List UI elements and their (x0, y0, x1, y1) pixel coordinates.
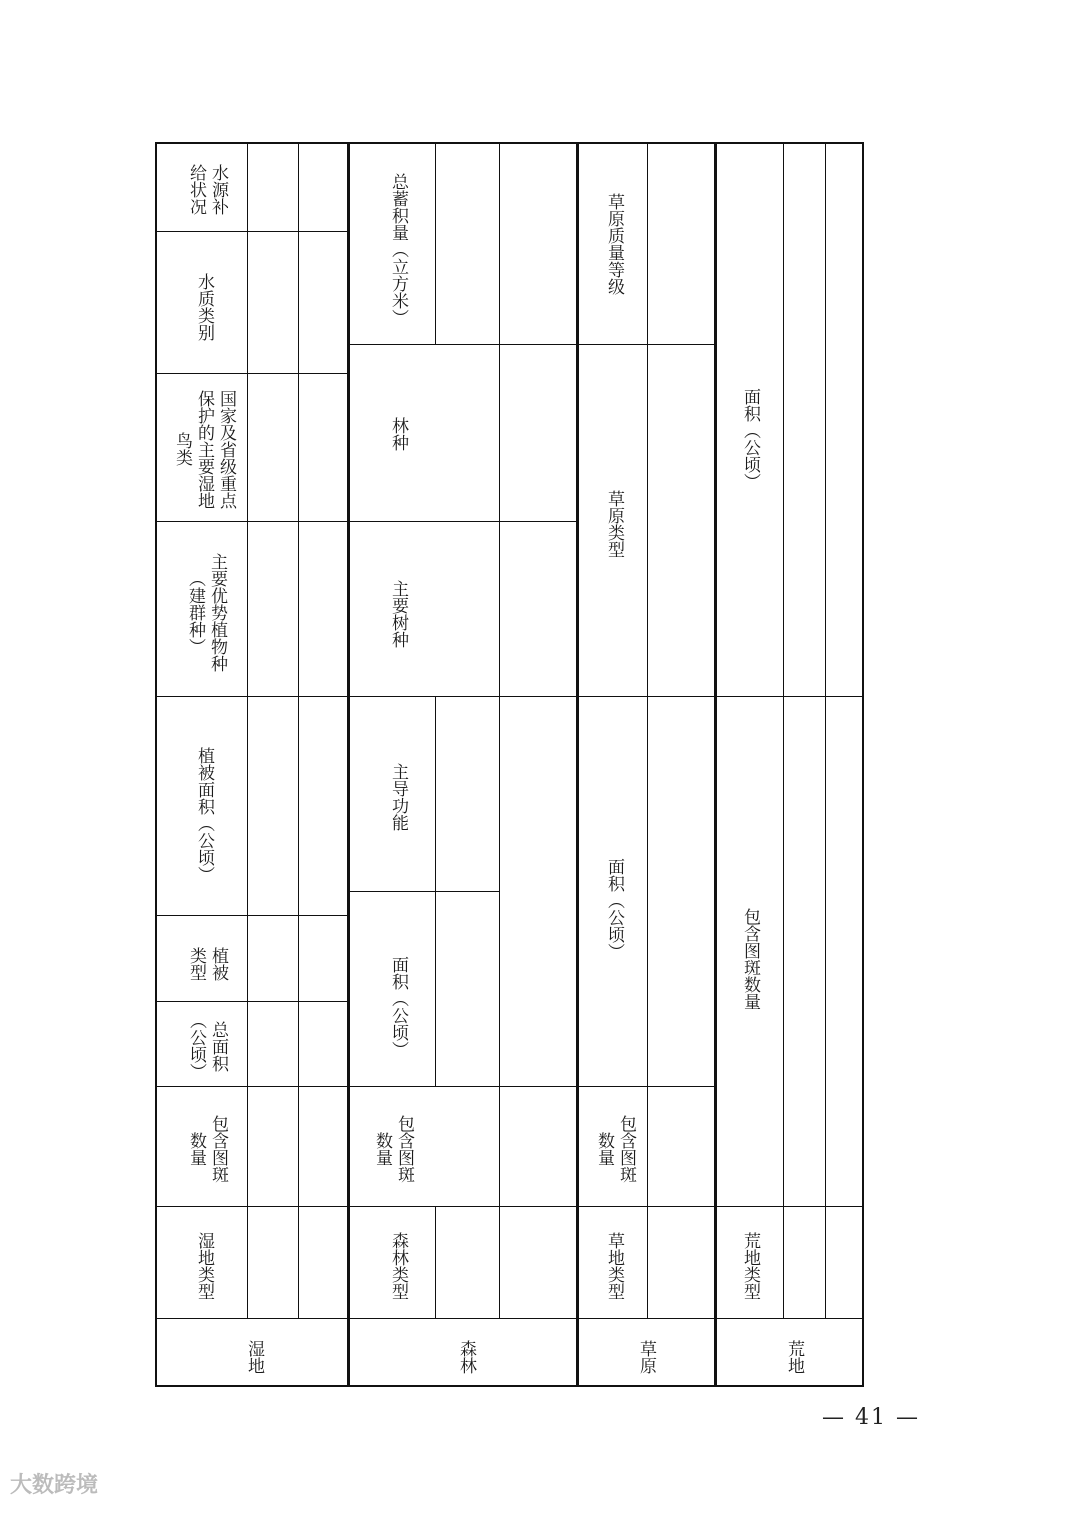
wetland-birds-header: 国家及省级重点 保护的主要湿地 鸟类 (172, 389, 236, 509)
wasteland-area-header: 面积（公顷） (740, 388, 760, 490)
wetland-dominant-plants-header: 主要优势植物种 （建群种） (185, 552, 227, 672)
wetland-row-line (157, 521, 347, 522)
wasteland-row-line (717, 1206, 864, 1207)
grassland-row-line (579, 1318, 714, 1319)
wetland-row-line (157, 1001, 347, 1002)
forest-type-header: 森林类型 (388, 1232, 408, 1300)
divider-wetland-forest (347, 144, 350, 1387)
grassland-col-line (647, 144, 648, 1318)
forest-row-line (350, 1318, 576, 1319)
wasteland-col-line (825, 144, 826, 1318)
wasteland-row-line (717, 1318, 864, 1319)
grassland-type-header: 草地类型 (604, 1232, 624, 1300)
grassland-category-label: 草原 (636, 1340, 656, 1374)
wasteland-patch-count-header: 包含图斑数量 (740, 908, 760, 1010)
forest-col-line (499, 144, 500, 1318)
wetland-category-label: 湿地 (244, 1340, 264, 1374)
grassland-row-line (579, 1206, 714, 1207)
forest-volume-header: 总蓄积量（立方米） (388, 172, 408, 326)
forest-col-line (435, 144, 436, 344)
wasteland-row-line (717, 696, 864, 697)
forest-row-line (350, 696, 576, 697)
forest-patch-count-header: 包含图斑 数量 (372, 1115, 414, 1183)
forest-tree-species-header: 主要树种 (388, 580, 408, 648)
forest-area-header: 面积（公顷） (388, 956, 408, 1058)
wetland-row-line (157, 373, 347, 374)
wasteland-col-line (783, 144, 784, 1318)
divider-forest-grassland (576, 144, 579, 1387)
forest-row-line (350, 1086, 576, 1087)
grassland-quality-header: 草原质量等级 (604, 193, 624, 295)
wasteland-category-label: 荒地 (784, 1340, 804, 1374)
wetland-vegetation-type-header: 植被 类型 (186, 947, 228, 981)
wetland-patch-count-header: 包含图斑 数量 (186, 1115, 228, 1183)
divider-grassland-wasteland (714, 144, 717, 1387)
forest-row-line (350, 891, 499, 892)
wetland-col-line (247, 144, 248, 1318)
wetland-row-line (157, 915, 347, 916)
wetland-water-supply-header: 水源补 给状况 (186, 163, 228, 215)
grassland-patch-count-header: 包含图斑 数量 (594, 1115, 636, 1183)
grassland-area-header: 面积（公顷） (604, 858, 624, 960)
wetland-row-line (157, 231, 347, 232)
watermark: 大数跨境 (10, 1473, 99, 1498)
wetland-total-area-header: 总面积 （公顷） (186, 1012, 228, 1080)
grassland-row-line (579, 1086, 714, 1087)
wetland-row-line (157, 1086, 347, 1087)
survey-table (155, 142, 864, 1387)
wetland-col-line (298, 144, 299, 1318)
forest-category-label: 森林 (456, 1340, 476, 1374)
grassland-row-line (579, 344, 714, 345)
forest-col-line (435, 1206, 436, 1318)
wasteland-type-header: 荒地类型 (740, 1232, 760, 1300)
wetland-type-header: 湿地类型 (194, 1232, 214, 1300)
wetland-water-quality-header: 水质类别 (194, 273, 214, 341)
forest-function-header: 主导功能 (388, 763, 408, 831)
wetland-vegetation-area-header: 植被面积（公顷） (194, 747, 214, 883)
forest-row-line (350, 1206, 576, 1207)
page-number: — 41 — (822, 1405, 920, 1430)
grassland-grassland-type-header: 草原类型 (604, 490, 624, 558)
grassland-row-line (579, 696, 714, 697)
wetland-row-line (157, 696, 347, 697)
forest-forest-type-header: 林种 (388, 417, 408, 451)
wetland-row-line (157, 1318, 347, 1319)
wetland-row-line (157, 1206, 347, 1207)
forest-row-line (350, 521, 576, 522)
forest-row-line (350, 344, 576, 345)
